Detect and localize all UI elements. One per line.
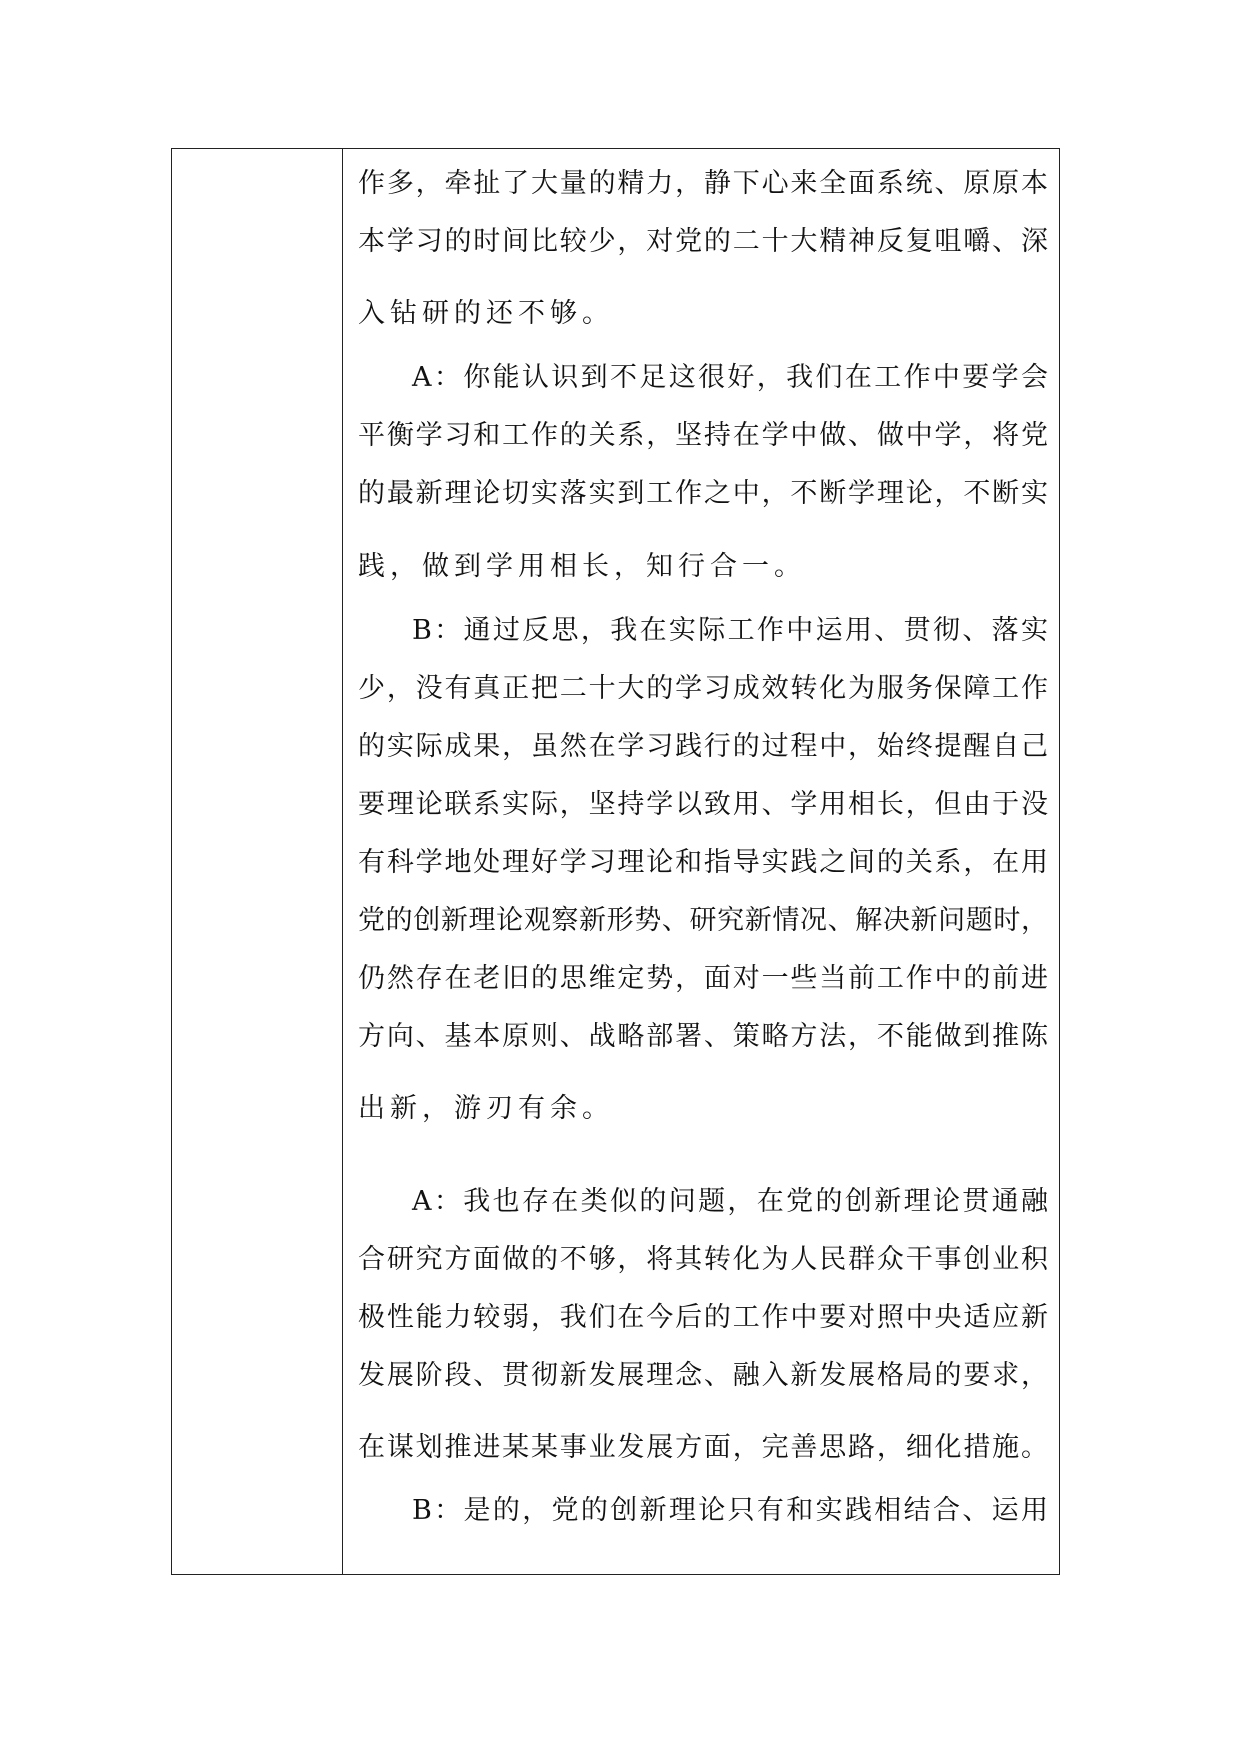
text-line: A：你能认识到不足这很好，我们在工作中要学会 [412, 362, 1048, 393]
text-line: 有科学地处理好学习理论和指导实践之间的关系，在用 [358, 847, 1048, 878]
text-line: 本学习的时间比较少，对党的二十大精神反复咀嚼、深 [358, 226, 1048, 257]
text-line: 入钻研的还不够。 [358, 298, 614, 329]
table-label-column [172, 149, 343, 1574]
text-line: 发展阶段、贯彻新发展理念、融入新发展格局的要求， [358, 1360, 1048, 1391]
text-line: 作多，牵扯了大量的精力，静下心来全面系统、原原本 [358, 168, 1048, 199]
text-line: B：通过反思，我在实际工作中运用、贯彻、落实 [412, 615, 1048, 646]
text-line: 极性能力较弱，我们在今后的工作中要对照中央适应新 [358, 1302, 1048, 1333]
text-line: B：是的，党的创新理论只有和实践相结合、运用 [412, 1495, 1048, 1526]
text-line: 合研究方面做的不够，将其转化为人民群众干事创业积 [358, 1244, 1048, 1275]
text-line: A：我也存在类似的问题，在党的创新理论贯通融 [412, 1186, 1048, 1217]
text-line: 少，没有真正把二十大的学习成效转化为服务保障工作 [358, 673, 1048, 704]
text-line: 党的创新理论观察新形势、研究新情况、解决新问题时， [358, 905, 1048, 936]
text-line: 要理论联系实际，坚持学以致用、学用相长，但由于没 [358, 789, 1048, 820]
text-line: 的实际成果，虽然在学习践行的过程中，始终提醒自己 [358, 731, 1048, 762]
text-line: 仍然存在老旧的思维定势，面对一些当前工作中的前进 [358, 963, 1048, 994]
text-line: 出新，游刃有余。 [358, 1093, 614, 1124]
text-line: 平衡学习和工作的关系，坚持在学中做、做中学，将党 [358, 420, 1048, 451]
text-line: 在谋划推进某某事业发展方面，完善思路，细化措施。 [358, 1432, 1048, 1463]
text-line: 方向、基本原则、战略部署、策略方法，不能做到推陈 [358, 1021, 1048, 1052]
text-line: 的最新理论切实落实到工作之中，不断学理论，不断实 [358, 478, 1048, 509]
text-line: 践，做到学用相长，知行合一。 [358, 551, 806, 582]
